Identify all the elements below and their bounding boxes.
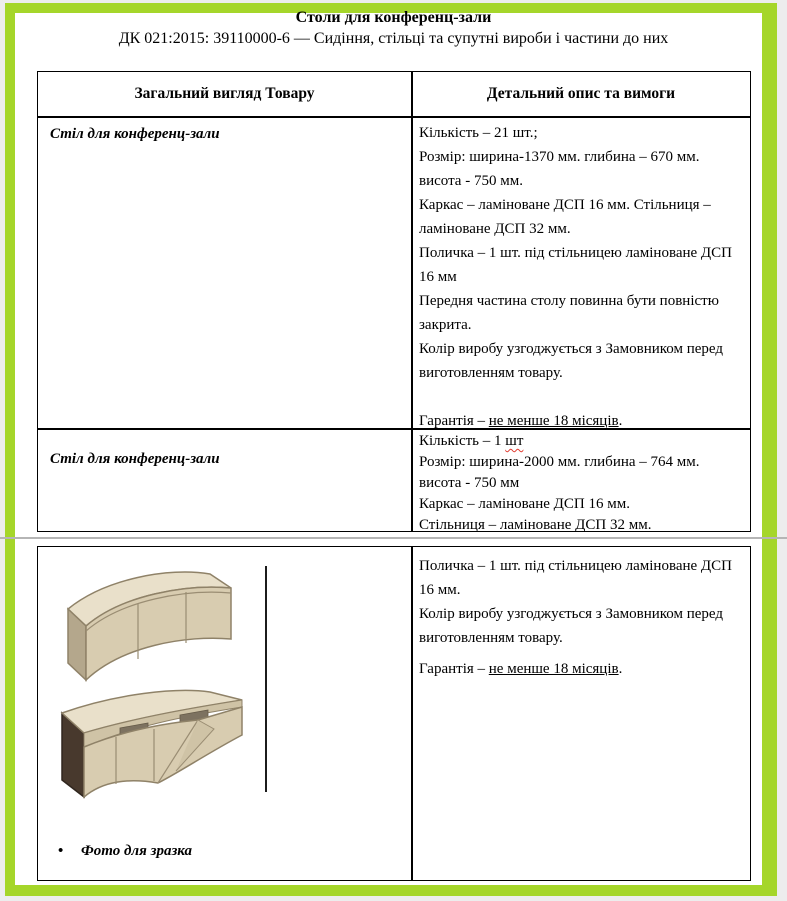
row1-line: висота - 750 мм. (419, 173, 523, 189)
photo-caption: Фото для зразка (81, 843, 193, 859)
row1-line: закрита. (419, 317, 472, 333)
conference-table-front-image (60, 559, 240, 687)
table2-line: Поличка – 1 шт. під стільницею ламіноване ДСП (419, 558, 732, 574)
row2-line: Розмір: ширина-2000 мм. глибина – 764 мм. (419, 454, 700, 470)
table1-header-divider (38, 116, 750, 118)
row1-description (419, 121, 749, 433)
row1-line: Кількість – 21 шт.; (419, 125, 538, 141)
row2-item-name: Стіл для конференц-зали (50, 451, 220, 467)
table2-column-divider (411, 547, 413, 880)
row1-line: ламіноване ДСП 32 мм. (419, 221, 571, 237)
page-break-line (0, 537, 787, 539)
guarantee-suffix: . (618, 413, 623, 429)
table2-line: Колір виробу узгоджується з Замовником перед (419, 606, 724, 622)
row1-line: Колір виробу узгоджується з Замовником перед (419, 341, 724, 357)
row1-line: Каркас – ламіноване ДСП 16 мм. Стільниця – (419, 197, 711, 213)
qty-misspelled-word: шт (505, 433, 524, 449)
guarantee-suffix: . (618, 661, 623, 677)
table1-header-description: Детальний опис та вимоги (486, 85, 676, 102)
document-subtitle: ДК 021:2015: 39110000-6 — Сидіння, стільці та супутні вироби і частини до них (118, 30, 669, 47)
row1-line: Розмір: ширина-1370 мм. глибина – 670 мм. (419, 149, 700, 165)
table2-line: 16 мм. (419, 582, 461, 598)
row2-line: Каркас – ламіноване ДСП 16 мм. (419, 496, 630, 512)
row1-line: Передня частина столу повинна бути повністю (419, 293, 719, 309)
table2-description (419, 554, 749, 681)
table1-header-appearance: Загальний вигляд Товару (134, 85, 315, 102)
row2-description (419, 431, 749, 536)
guarantee-underlined: не менше 18 місяців (488, 413, 619, 429)
row1-line: Поличка – 1 шт. під стільницею ламіноване ДСП (419, 245, 732, 261)
photo-frame-divider (265, 566, 267, 792)
spec-table-1 (37, 71, 751, 532)
row1-line: 16 мм (419, 269, 457, 285)
conference-table-back-image (58, 683, 253, 805)
qty-prefix: Кількість – 1 (419, 433, 506, 449)
table2-guarantee-line (419, 657, 749, 681)
photo-caption-row (58, 843, 358, 863)
document-title: Столи для конференц-зали (295, 9, 492, 26)
row2-quantity-line (419, 431, 749, 452)
row1-line: виготовленням товару. (419, 365, 563, 381)
blank-line (419, 650, 749, 657)
row1-item-name: Стіл для конференц-зали (50, 126, 220, 142)
blank-line (419, 385, 749, 409)
guarantee-prefix: Гарантія – (419, 413, 489, 429)
row2-line: Стільниця – ламіноване ДСП 32 мм. (419, 517, 652, 533)
guarantee-underlined: не менше 18 місяців (488, 661, 619, 677)
row1-guarantee-line (419, 409, 749, 433)
spec-table-2 (37, 546, 751, 881)
row2-line: висота - 750 мм (419, 475, 520, 491)
bullet-icon: • (58, 843, 64, 859)
table1-column-divider (411, 72, 413, 531)
table2-line: виготовленням товару. (419, 630, 563, 646)
guarantee-prefix: Гарантія – (419, 661, 489, 677)
